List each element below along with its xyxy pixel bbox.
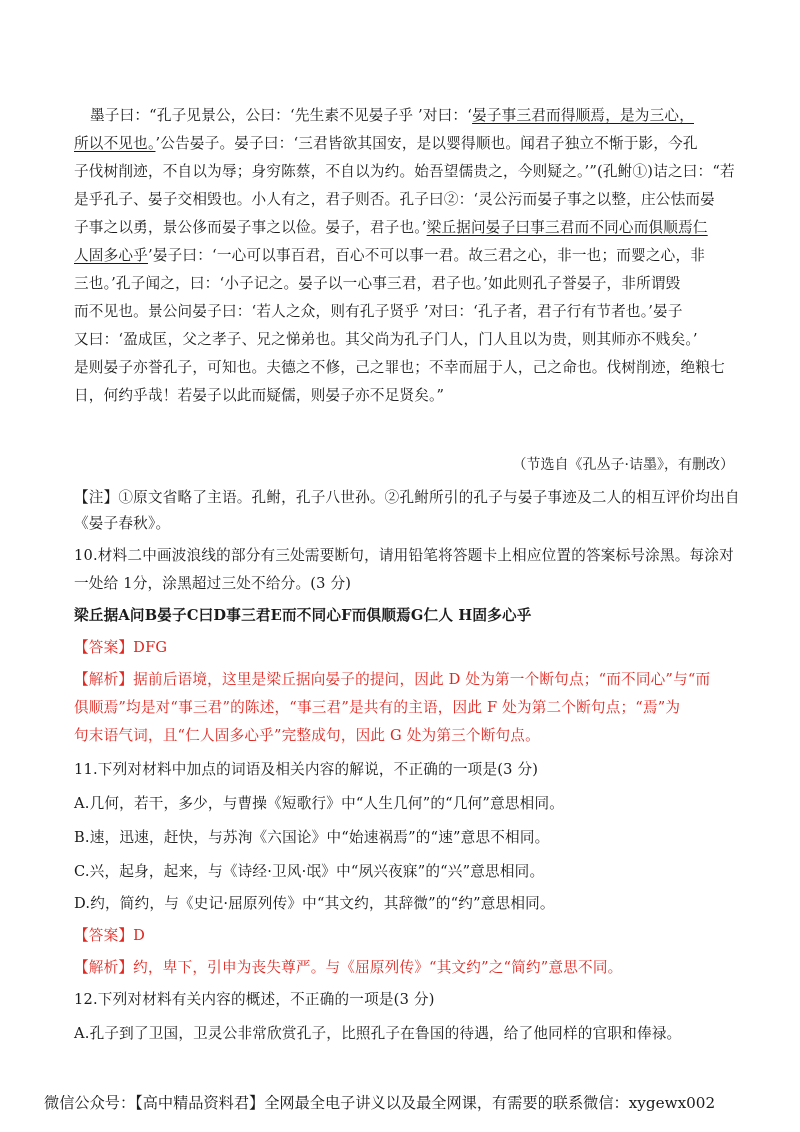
question-11-option-d: D.约，简约，与《史记·屈原列传》中“其文约，其辞微”的“约”意思相同。: [74, 895, 555, 912]
question-10-analysis-line-1: 【解析】据前后语境，这里是梁丘据向晏子的提问，因此 D 处为第一个断句点；“而不同心”与“而: [74, 671, 711, 688]
question-10-analysis-line-2: 俱顺焉”均是对“事三君”的陈述，“事三君”是共有的主语，因此 F 处为第二个断句点；“焉”为: [74, 699, 681, 716]
question-11-answer: 【答案】D: [74, 927, 146, 944]
question-11-analysis: 【解析】约，卑下，引申为丧失尊严。与《屈原列传》“其文约”之“简约”意思不同。: [74, 959, 623, 976]
underlined-phrase: 晏子事三君而得顺焉，是为三心，: [472, 107, 694, 124]
note-line-1: 【注】①原文省略了主语。孔鲋，孔子八世孙。②孔鲋所引的孔子与晏子事迹及二人的相互评价均出自: [74, 489, 740, 506]
passage-line-8: 而不见也。景公问晏子曰：‘若人之众，则有孔子贤乎 ’对曰：‘孔子者，君子行有节者也。’晏子: [74, 303, 683, 320]
question-10-line-2: 一处给 1分，涂黑超过三处不给分。(3 分): [74, 575, 352, 592]
wavy-underlined-phrase: 梁丘据问晏子曰事三君而不同心而俱顺焉仁: [426, 219, 708, 236]
question-12-stem: 12.下列对材料有关内容的概述，不正确的一项是(3 分): [74, 991, 435, 1008]
passage-line-6: 人固多心乎’晏子曰：‘一心可以事百君，百心不可以事一君。故三君之心，非一也；而婴之心，非: [74, 247, 706, 264]
passage-line-9: 又曰：‘盈成匡，父之孝子、兄之悌弟也。其父尚为孔子门人，门人且以为贵，则其师亦不贱矣。’: [74, 331, 698, 348]
passage-line-10: 是则晏子亦誉孔子，可知也。夫德之不修，己之罪也；不幸而屈于人，己之命也。伐树削迹，绝粮七: [74, 359, 725, 376]
passage-line-4: 是乎孔子、晏子交相毁也。小人有之，君子则否。孔子曰②：‘灵公污而晏子事之以整，庄公怯而晏: [74, 191, 715, 208]
question-11-option-a: A.几何，若干，多少，与曹操《短歌行》中“人生几何”的“几何”意思相同。: [74, 795, 565, 812]
question-10-options: 梁丘据A问B晏子C曰D事三君E而不同心F而俱顺焉G仁人 H固多心乎: [74, 607, 532, 624]
passage-line-7: 三也。’孔子闻之，曰：‘小子记之。晏子以一心事三君，君子也。’如此则孔子誉晏子，非所谓毁: [74, 275, 681, 292]
question-12-option-a: A.孔子到了卫国，卫灵公非常欣赏孔子，比照孔子在鲁国的待遇，给了他同样的官职和俸禄。: [74, 1025, 682, 1042]
note-line-2: 《晏子春秋》。: [74, 515, 171, 532]
passage-line-2: 所以不见也。’公告晏子。晏子曰：‘三君皆欲其国安，是以婴得顺也。闻君子独立不惭于影，今孔: [74, 135, 698, 152]
wavy-underlined-phrase: 人固多心乎: [74, 247, 148, 264]
passage-line-5: 子事之以勇，景公侈而晏子事之以俭。晏子，君子也。’梁丘据问晏子曰事三君而不同心而俱顺焉仁: [74, 219, 708, 236]
question-11-stem: 11.下列对材料中加点的词语及相关内容的解说，不正确的一项是(3 分): [74, 761, 539, 778]
passage-line-11: 日，何约乎哉！若晏子以此而疑儒，则晏子亦不足贤矣。”: [74, 387, 445, 404]
question-10-answer: 【答案】DFG: [74, 639, 168, 656]
question-10-line-1: 10.材料二中画波浪线的部分有三处需要断句，请用铅笔将答题卡上相应位置的答案标号涂黑。每涂对: [74, 547, 734, 564]
question-11-option-b: B.速，迅速，赶快，与苏洵《六国论》中“始速祸焉”的“速”意思不相同。: [74, 829, 550, 846]
passage-line-1: 墨子曰：“孔子见景公，公曰：‘先生素不见晏子乎 ’对曰：‘晏子事三君而得顺焉，是为三心，: [90, 107, 694, 124]
underlined-phrase: 所以不见也。: [74, 135, 156, 152]
footer-contact-banner: 微信公众号：【高中精品资料君】全网最全电子讲义以及最全网课，有需要的联系微信：xygewx002: [44, 1094, 716, 1112]
question-10-analysis-line-3: 句末语气词，且“仁人固多心乎”完整成句，因此 G 处为第三个断句点。: [74, 727, 540, 744]
question-11-option-c: C.兴，起身，起来，与《诗经·卫风·氓》中“夙兴夜寐”的“兴”意思相同。: [74, 863, 545, 880]
passage-line-3: 子伐树削迹，不自以为辱；身穷陈蔡，不自以为约。始吾望儒贵之，今则疑之。’”(孔鲋①)诘之曰：“若: [74, 163, 735, 180]
passage-source: （节选自《孔丛子·诘墨》，有删改）: [512, 457, 734, 473]
